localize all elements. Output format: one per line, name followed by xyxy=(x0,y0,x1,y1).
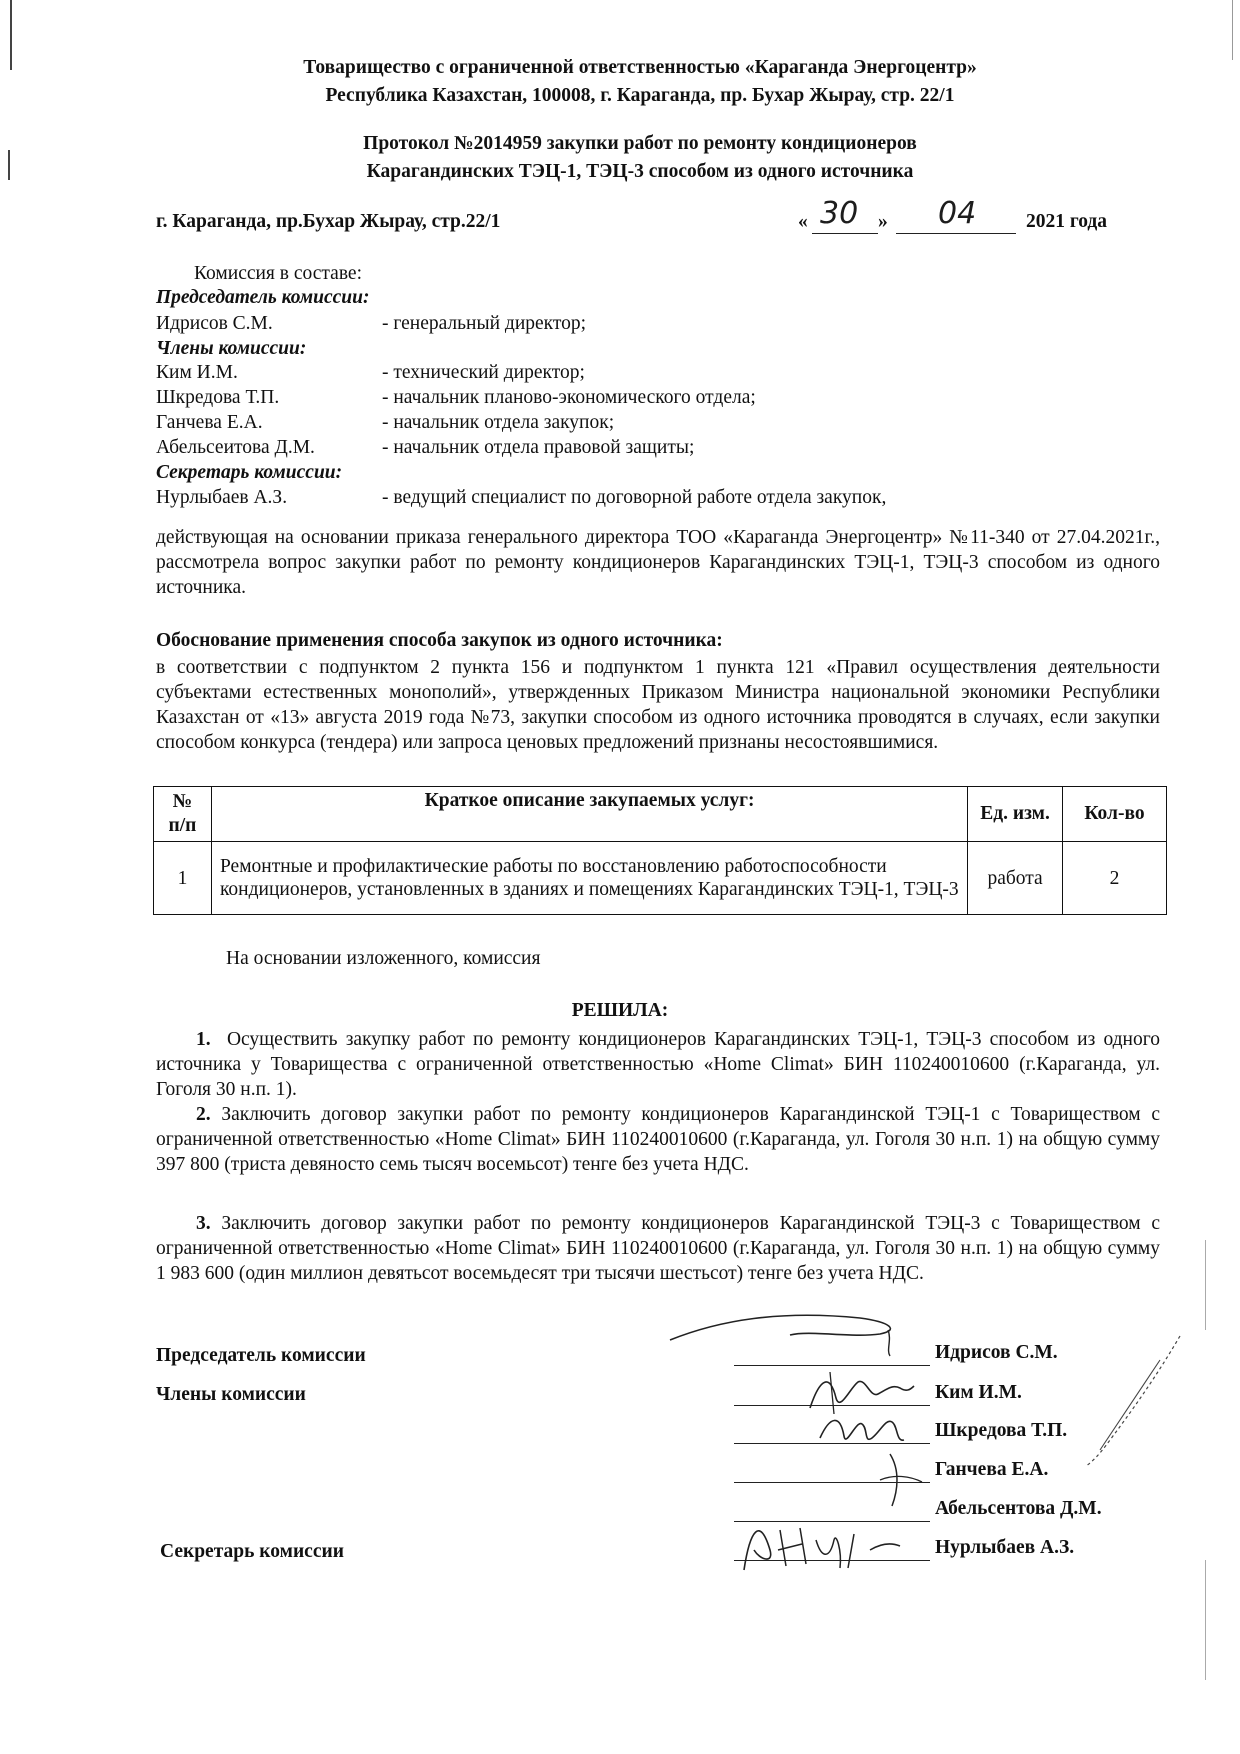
roster-role: - начальник отдела правовой защиты; xyxy=(382,437,695,458)
protocol-place: г. Караганда, пр.Бухар Жырау, стр.22/1 xyxy=(156,211,501,232)
decision-text: Заключить договор закупки работ по ремонту кондиционеров Карагандинской ТЭЦ-3 с Товариществом с ограниченной ответственностью «Home Climat» БИН 110240010600 (г.Караганда, ул. Гоголя 30 н.п. 1) на общую сумму 1 983 600 (один миллион девятьсот восемьдесят три тысячи шестьсот) тенге без учета НДС. xyxy=(156,1213,1161,1284)
roster-role: - технический директор; xyxy=(382,362,585,383)
decision-item xyxy=(156,1027,1160,1102)
decision-text: Заключить договор закупки работ по ремонту кондиционеров Карагандинской ТЭЦ-1 с Товариществом с ограниченной ответственностью «Home Climat» БИН 110240010600 (г.Караганда, ул. Гоголя 30 н.п. 1) на общую сумму 397 800 (триста девяносто семь тысяч восемьсот) тенге без учета НДС. xyxy=(156,1104,1161,1175)
scan-edge-mark xyxy=(8,150,10,180)
organization-header xyxy=(150,54,1130,110)
signature-name: Идрисов С.М. xyxy=(935,1342,1058,1363)
basis-text: На основании изложенного, комиссия xyxy=(226,948,541,969)
services-table xyxy=(153,786,1167,915)
signature-name: Нурлыбаев А.З. xyxy=(935,1537,1075,1558)
commission-intro: Комиссия в составе: xyxy=(194,263,362,284)
roster-row xyxy=(156,313,587,335)
signature-scribble-nurlybaev xyxy=(730,1510,930,1580)
decision-number: 2. xyxy=(196,1104,211,1125)
justification-text: в соответствии с подпунктом 2 пункта 156 и подпунктом 1 пункта 121 «Правил осуществления деятельности субъектами естественных монополий», утвержденных Приказом Министра национальной экономики Республики Казахстан от «13» августа 2019 года №73, закупки способом из одного источника проводятся в случаях, если закупки способом конкурса (тендера) или запроса ценовых предложений признаны несостоявшимися. xyxy=(156,657,1160,753)
signature-scribble-chair xyxy=(660,1300,920,1360)
signature-name: Абельсентова Д.М. xyxy=(935,1498,1102,1519)
cell-unit: работа xyxy=(968,842,1063,915)
signature-scribble-gancheva xyxy=(870,1450,930,1510)
decided-heading: РЕШИЛА: xyxy=(571,1000,669,1021)
scan-edge-mark xyxy=(10,0,12,70)
signature-scribble-shkredova xyxy=(800,1408,920,1454)
header-num: № п/п xyxy=(154,787,212,842)
cell-quantity: 2 xyxy=(1063,842,1167,915)
roster-row xyxy=(156,412,615,434)
signature-scribble-margin xyxy=(1080,1330,1190,1470)
protocol-title-line-1: Протокол №2014959 закупки работ по ремонту кондиционеров xyxy=(363,133,917,154)
roster-row xyxy=(156,437,695,459)
roster-name: Ким И.М. xyxy=(156,362,238,383)
decision-text: Осуществить закупку работ по ремонту кондиционеров Карагандинских ТЭЦ-1, ТЭЦ-3 способом из одного источника у Товарищества с ограниченной ответственностью «Home Climat» БИН 110240010600 (г.Караганда, ул. Гоголя 30 н.п. 1). xyxy=(156,1029,1160,1100)
header-quantity: Кол-во xyxy=(1063,787,1167,842)
roster-name: Идрисов С.М. xyxy=(156,313,273,334)
roster-name: Ганчева Е.А. xyxy=(156,412,263,433)
roster-row xyxy=(156,362,585,384)
signature-name: Ким И.М. xyxy=(935,1382,1022,1403)
scan-edge-mark xyxy=(1205,1560,1206,1680)
roster-row xyxy=(156,387,756,409)
header-unit: Ед. изм. xyxy=(968,787,1063,842)
signature-secretary-label: Секретарь комиссии xyxy=(160,1541,344,1562)
roster-name: Шкредова Т.П. xyxy=(156,387,280,408)
decision-item xyxy=(156,1211,1160,1286)
roster-role: - начальник планово-экономического отдела; xyxy=(382,387,756,408)
table-row xyxy=(154,842,1167,915)
roster-name: Нурлыбаев А.З. xyxy=(156,487,288,508)
header-description: Краткое описание закупаемых услуг: xyxy=(211,787,967,842)
roster-role: - начальник отдела закупок; xyxy=(382,412,615,433)
chair-label: Председатель комиссии: xyxy=(156,287,370,308)
cell-description: Ремонтные и профилактические работы по восстановлению работоспособности кондиционеров, установленных в зданиях и помещениях Карагандинских ТЭЦ-1, ТЭЦ-3 xyxy=(211,842,967,915)
secretary-label: Секретарь комиссии: xyxy=(156,462,343,483)
date-month-underline xyxy=(896,233,1016,234)
scan-edge-mark xyxy=(1232,0,1233,60)
protocol-title-line-2: Карагандинских ТЭЦ-1, ТЭЦ-3 способом из одного источника xyxy=(366,161,914,182)
date-close-quote: » xyxy=(878,211,888,232)
roster-name: Абельсеитова Д.М. xyxy=(156,437,315,458)
signature-line xyxy=(734,1365,930,1366)
members-label: Члены комиссии: xyxy=(156,338,307,359)
organization-address: Республика Казахстан, 100008, г. Караганда, пр. Бухар Жырау, стр. 22/1 xyxy=(325,85,955,106)
roster-row xyxy=(156,487,887,509)
protocol-date xyxy=(798,196,1138,234)
decision-item xyxy=(156,1102,1160,1177)
scan-edge-mark xyxy=(1205,1240,1206,1330)
organization-name: Товарищество с ограниченной ответственностью «Караганда Энергоцентр» xyxy=(303,57,977,78)
date-day-underline xyxy=(812,233,878,234)
table-header-row xyxy=(154,787,1167,842)
decision-number: 3. xyxy=(196,1213,211,1234)
signature-chair-label: Председатель комиссии xyxy=(156,1345,366,1366)
signature-members-label: Члены комиссии xyxy=(156,1384,306,1405)
signature-name: Ганчева Е.А. xyxy=(935,1459,1049,1480)
date-year: 2021 года xyxy=(1026,211,1108,232)
signature-name: Шкредова Т.П. xyxy=(935,1420,1068,1441)
protocol-title xyxy=(150,130,1130,186)
roster-role: - ведущий специалист по договорной работе отдела закупок, xyxy=(382,487,887,508)
commission-acting-text: действующая на основании приказа генерального директора ТОО «Караганда Энергоцентр» №11-340 от 27.04.2021г., рассмотрела вопрос закупки работ по ремонту кондиционеров Карагандинских ТЭЦ-1, ТЭЦ-3 способом из одного источника. xyxy=(156,527,1160,598)
cell-num: 1 xyxy=(154,842,212,915)
date-open-quote: « xyxy=(798,211,808,232)
date-month-handwritten: 04 xyxy=(938,196,977,231)
date-day-handwritten: 30 xyxy=(820,196,859,231)
roster-role: - генеральный директор; xyxy=(382,313,587,334)
decision-number: 1. xyxy=(196,1029,211,1050)
justification-heading: Обоснование применения способа закупок из одного источника: xyxy=(156,630,723,651)
